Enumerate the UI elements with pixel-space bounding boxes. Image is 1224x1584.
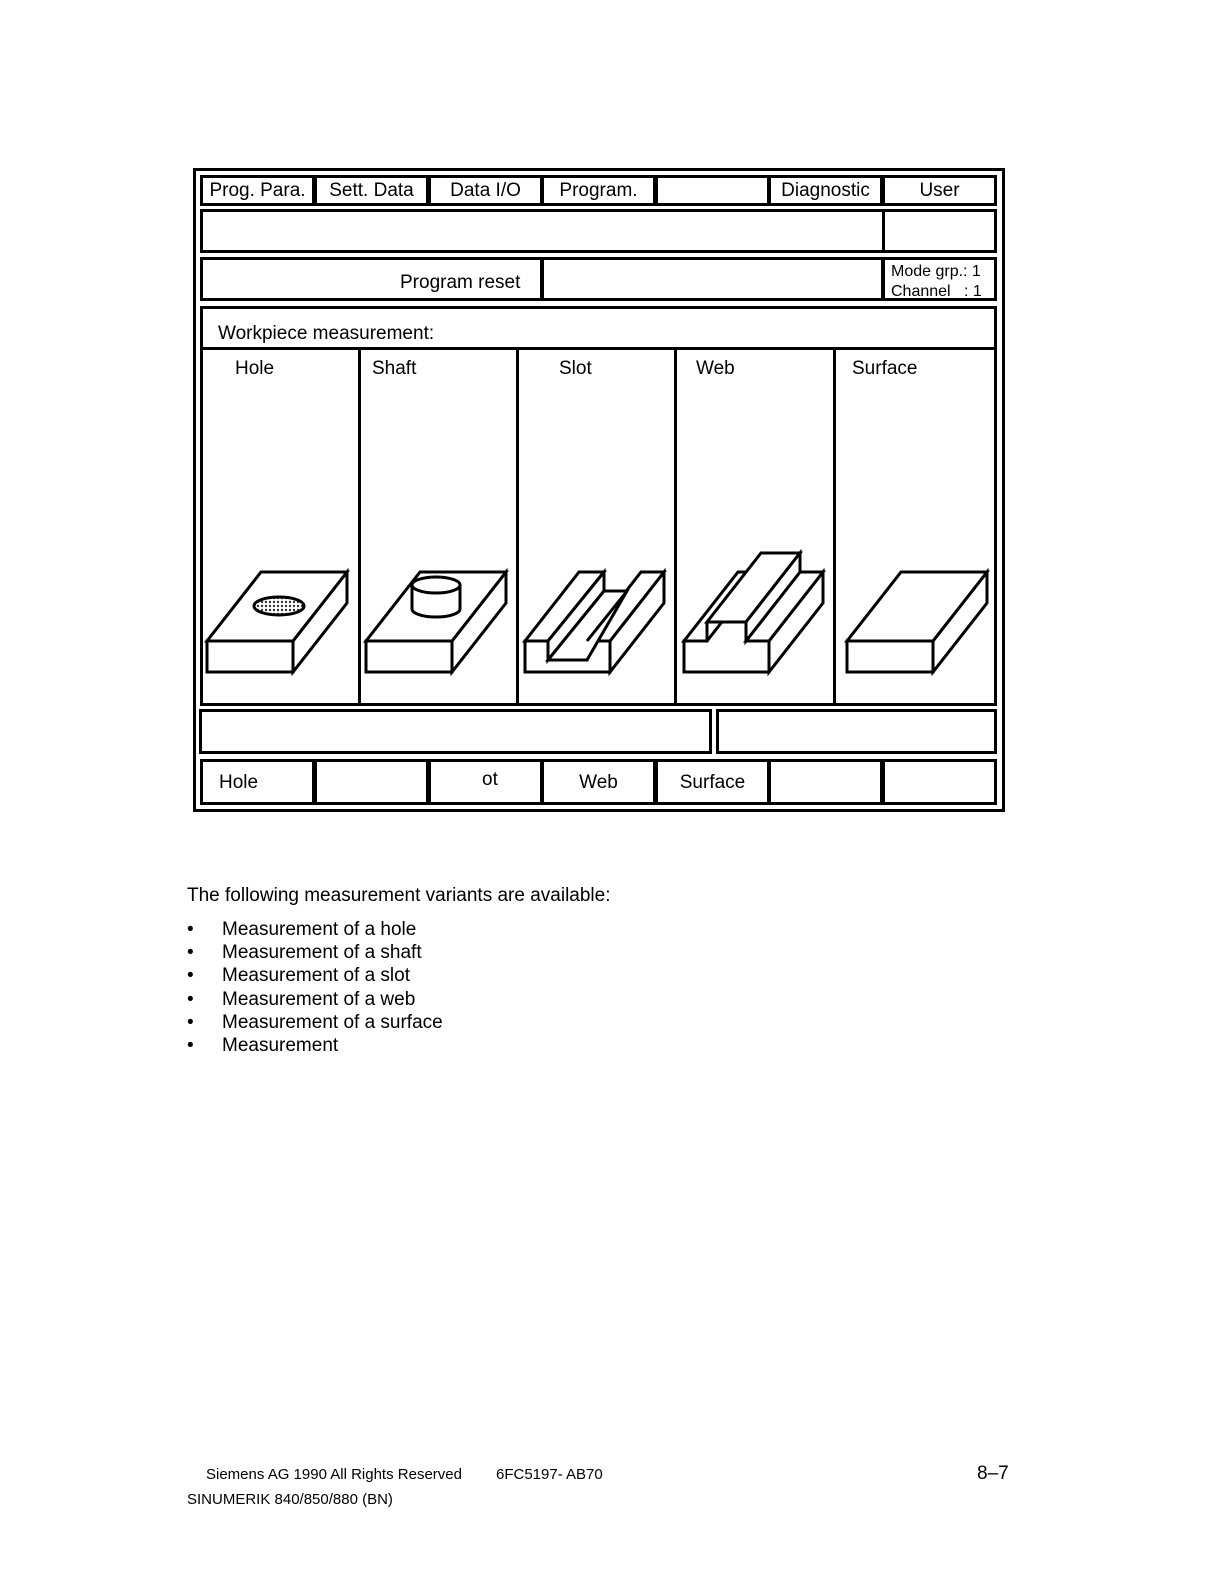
footer-copyright: Siemens AG 1990 All Rights Reserved <box>206 1466 462 1483</box>
program-state: Program reset <box>400 272 521 293</box>
surface-block-icon <box>847 572 987 672</box>
softkey-blank-2[interactable] <box>768 759 883 805</box>
label-slot: Slot <box>559 358 592 379</box>
list-item: • Measurement of a web <box>187 988 443 1011</box>
label-shaft: Shaft <box>372 358 417 379</box>
tab-data-io[interactable]: Data I/O <box>428 175 543 206</box>
footer-product: SINUMERIK 840/850/880 (BN) <box>187 1491 393 1508</box>
page-number: 8–7 <box>977 1463 1009 1484</box>
label-hole: Hole <box>235 358 275 379</box>
label-web: Web <box>696 358 735 379</box>
hole-block-icon <box>207 572 347 672</box>
footer-order-number: 6FC5197- AB70 <box>496 1466 603 1483</box>
softkey-blank-3[interactable] <box>882 759 997 805</box>
list-item: • Measurement of a surface <box>187 1011 443 1034</box>
list-item: • Measurement of a slot <box>187 964 443 987</box>
softkey-surface[interactable]: Surface <box>655 759 770 805</box>
softkey-slot-label: ot <box>482 769 498 790</box>
softkey-hole[interactable]: Hole <box>200 759 315 805</box>
label-surface: Surface <box>852 358 918 379</box>
softkey-web[interactable]: Web <box>541 759 656 805</box>
softkey-slot[interactable] <box>428 759 543 805</box>
input-field-right <box>716 709 997 754</box>
list-item: • Measurement of a shaft <box>187 941 443 964</box>
tab-diagnostic[interactable]: Diagnostic <box>768 175 883 206</box>
list-item: • Measurement <box>187 1034 443 1057</box>
tab-program[interactable]: Program. <box>541 175 656 206</box>
channel: Channel : 1 <box>891 283 982 300</box>
web-block-icon <box>684 553 823 672</box>
slot-block-icon <box>525 572 664 672</box>
softkey-blank-1[interactable] <box>314 759 429 805</box>
input-field-left <box>199 709 712 754</box>
tab-prog-para[interactable]: Prog. Para. <box>200 175 315 206</box>
list-item: • Measurement of a hole <box>187 918 443 941</box>
workpiece-heading: Workpiece measurement: <box>218 323 435 344</box>
variant-list <box>187 918 443 1057</box>
shaft-block-icon <box>366 572 506 672</box>
tab-user[interactable]: User <box>882 175 997 206</box>
tab-sett-data[interactable]: Sett. Data <box>314 175 429 206</box>
intro-text: The following measurement variants are available: <box>187 885 611 906</box>
mode-group: Mode grp.: 1 <box>891 263 981 280</box>
